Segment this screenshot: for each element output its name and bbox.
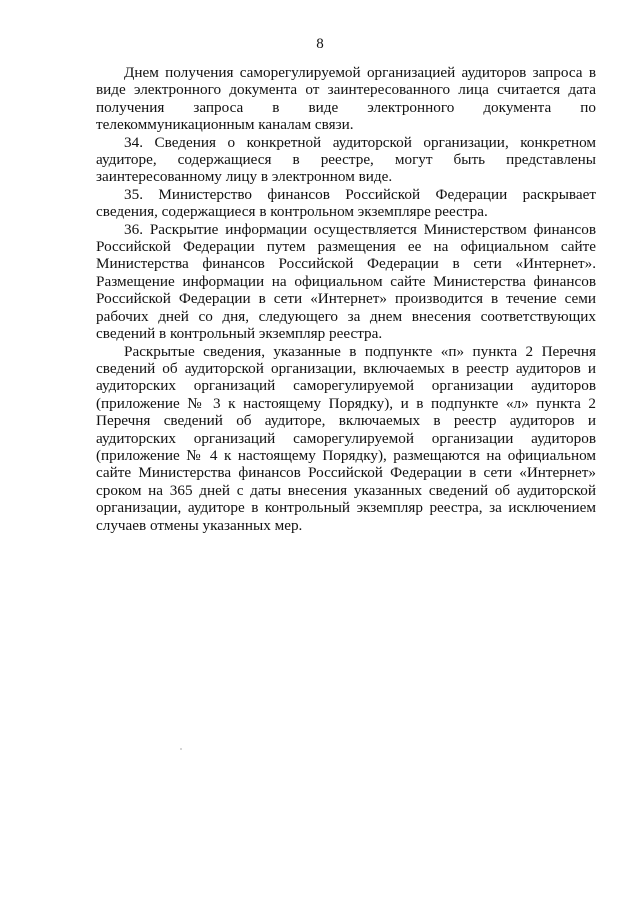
- document-body: [96, 64, 596, 534]
- paragraph-34: 34. Сведения о конкретной аудиторской организации, конкретном аудиторе, содержащиеся в реестре, могут быть представлены заинтересованному лицу в электронном виде.: [96, 133, 596, 186]
- paragraph-disclosed-info: Раскрытые сведения, указанные в подпункте «п» пункта 2 Перечня сведений об аудиторской организации, включаемых в реестр аудиторов и аудиторских организаций саморегулируемой организации аудиторов (приложение № 3 к настоящему Порядку), и в подпункте «л» пункта 2 Перечня сведений об аудиторе, включаемых в реестр аудиторов и аудиторских организаций саморегулируемой организации аудиторов (приложение № 4 к настоящему Порядку), размещаются на официальном сайте Министерства финансов Российской Федерации в сети «Интернет» сроком на 365 дней с даты внесения указанных сведений об аудиторской организации, аудиторе в контрольный экземпляр реестра, за исключением случаев отмены указанных мер.: [96, 342, 596, 534]
- paragraph-35: 35. Министерство финансов Российской Федерации раскрывает сведения, содержащиеся в контрольном экземпляре реестра.: [96, 185, 596, 221]
- scan-speck: [180, 748, 182, 750]
- paragraph-receipt-date: Днем получения саморегулируемой организацией аудиторов запроса в виде электронного документа от заинтересованного лица считается дата получения запроса в виде электронного документа по телекоммуникационным каналам связи.: [96, 64, 596, 134]
- paragraph-36: 36. Раскрытие информации осуществляется Министерством финансов Российской Федерации путем размещения ее на официальном сайте Министерства финансов Российской Федерации в сети «Интернет». Размещение информации на официальном сайте Министерства финансов Российской Федерации в сети «Интернет» производится в течение семи рабочих дней со дня, следующего за днем внесения соответствующих сведений в контрольный экземпляр реестра.: [96, 220, 596, 343]
- page-number: 8: [316, 36, 324, 52]
